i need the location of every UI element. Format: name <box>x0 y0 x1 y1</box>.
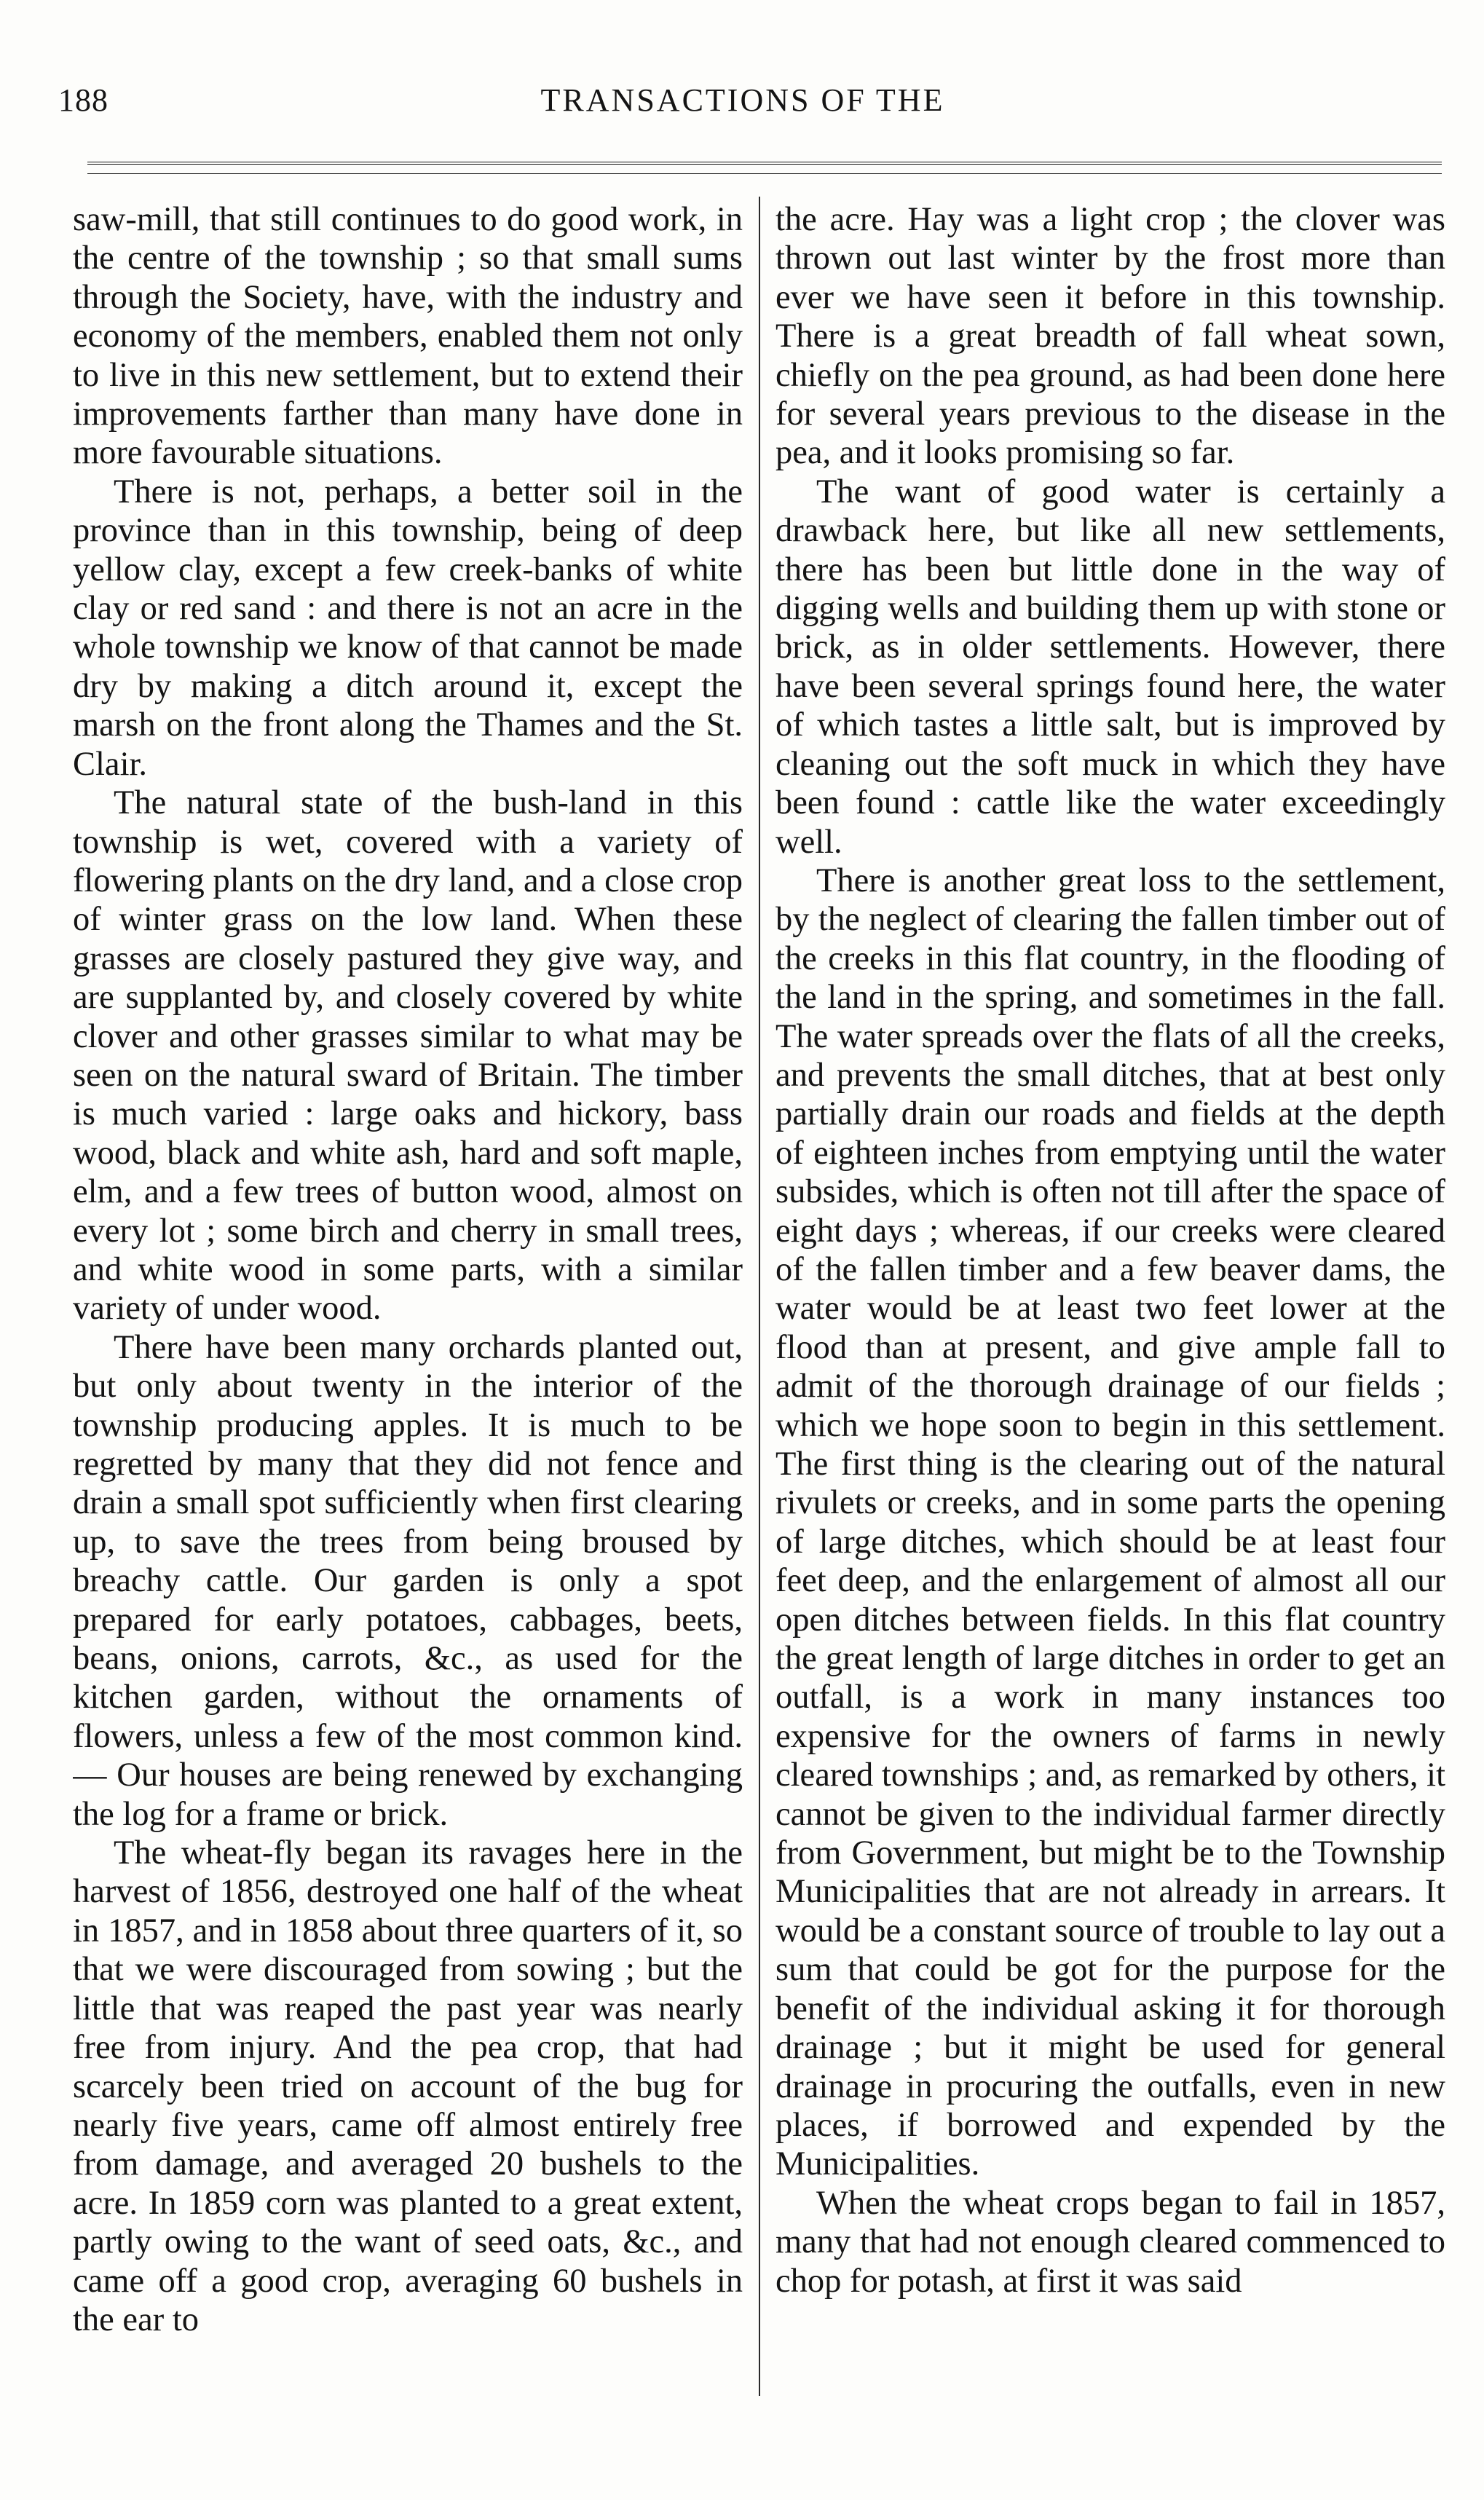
page-number: 188 <box>58 82 108 118</box>
header-rule <box>87 162 1442 165</box>
paragraph: There is another great loss to the settlement, by the neglect of clearing the fallen timber out of the creeks in this flat country, in the flooding of the land in the spring, and sometimes in the fall. The water spreads over the flats of all the creeks, and prevents the small ditches, that at best only partially drain our roads and fields at the depth of eighteen inches from emptying until the water subsides, which is often not till after the space of eight days ; whereas, if our creeks were cleared of the fallen timber and a few beaver dams, the water would be at least two feet lower at the flood than at present, and give ample fall to admit of the thorough drainage of our fields ; which we hope soon to begin in this settlement. The first thing is the clearing out of the natural rivulets or creeks, and in some parts the opening of large ditches, which should be at least four feet deep, and the enlargement of almost all our open ditches between fields. In this flat country the great length of large ditches in order to get an outfall, is a work in many instances too expensive for the owners of farms in newly cleared townships ; and, as remarked by others, it cannot be given to the individual farmer directly from Government, but might be to the Township Municipalities that are not already in arrears. It would be a constant source of trouble to lay out a sum that could be got for the purpose for the benefit of the individual asking it for thorough drainage ; but it might be used for general drainage in procuring the outfalls, even in new places, if borrowed and expended by the Municipalities. <box>775 861 1445 2183</box>
paragraph: the acre. Hay was a light crop ; the clover was thrown out last winter by the frost more than ever we have seen it before in this township. There is a great breadth of fall wheat sown, chiefly on the pea ground, as had been done here for several years previous to the disease in the pea, and it looks promising so far. <box>775 201 1445 472</box>
column-divider <box>759 197 760 2396</box>
paragraph: The want of good water is certainly a drawback here, but like all new settlements, there has been but little done in the way of digging wells and building them up with stone or brick, as in older settlements. However, there have been several springs found here, the water of which tastes a little salt, but is improved by cleaning out the soft muck in which they have been found : cattle like the water exceedingly well. <box>775 473 1445 861</box>
paragraph: There have been many orchards planted out, but only about twenty in the interior of the township producing apples. It is much to be regretted by many that they did not fence and drain a small spot sufficiently when first clearing up, to save the trees from being broused by breachy cattle. Our garden is only a spot prepared for early potatoes, cabbages, beets, beans, onions, carrots, &c., as used for the kitchen garden, without the ornaments of flowers, unless a few of the most common kind.— Our houses are being renewed by exchanging the log for a frame or brick. <box>73 1328 743 1833</box>
right-column <box>775 200 1445 2385</box>
paragraph: saw-mill, that still continues to do good work, in the centre of the township ; so that small sums through the Society, have, with the industry and economy of the members, enabled them not only to live in this new settlement, but to extend their improvements farther than many have done in more favourable situations. <box>73 201 743 472</box>
paragraph: There is not, perhaps, a better soil in the province than in this township, being of deep yellow clay, except a few creek-banks of white clay or red sand : and there is not an acre in the whole township we know of that cannot be made dry by making a ditch around it, except the marsh on the front along the Thames and the St. Clair. <box>73 473 743 783</box>
paragraph: When the wheat crops began to fail in 1857, many that had not enough cleared commenced to chop for potash, at first it was said <box>775 2184 1445 2300</box>
running-head: TRANSACTIONS OF THE <box>540 82 945 118</box>
paragraph: The natural state of the bush-land in this township is wet, covered with a variety of flowering plants on the dry land, and a close crop of winter grass on the low land. When these grasses are closely pastured they give way, and are supplanted by, and closely covered by white clover and other grasses similar to what may be seen on the natural sward of Britain. The timber is much varied : large oaks and hickory, bass wood, black and white ash, hard and soft maple, elm, and a few trees of button wood, almost on every lot ; some birch and cherry in small trees, and white wood in some parts, with a similar variety of under wood. <box>73 784 743 1328</box>
left-column <box>73 200 743 2385</box>
page-header <box>44 82 1442 133</box>
paragraph: The wheat-fly began its ravages here in the harvest of 1856, destroyed one half of the wheat in 1857, and in 1858 about three quarters of it, so that we were discouraged from sowing ; but the little that was reaped the past year was nearly free from injury. And the pea crop, that had scarcely been tried on account of the bug for nearly five years, came off almost entirely free from damage, and averaged 20 bushels to the acre. In 1859 corn was planted to a great extent, partly owing to the want of seed oats, &c., and came off a good crop, averaging 60 bushels in the ear to <box>73 1834 743 2338</box>
header-rule-thin <box>87 173 1442 174</box>
